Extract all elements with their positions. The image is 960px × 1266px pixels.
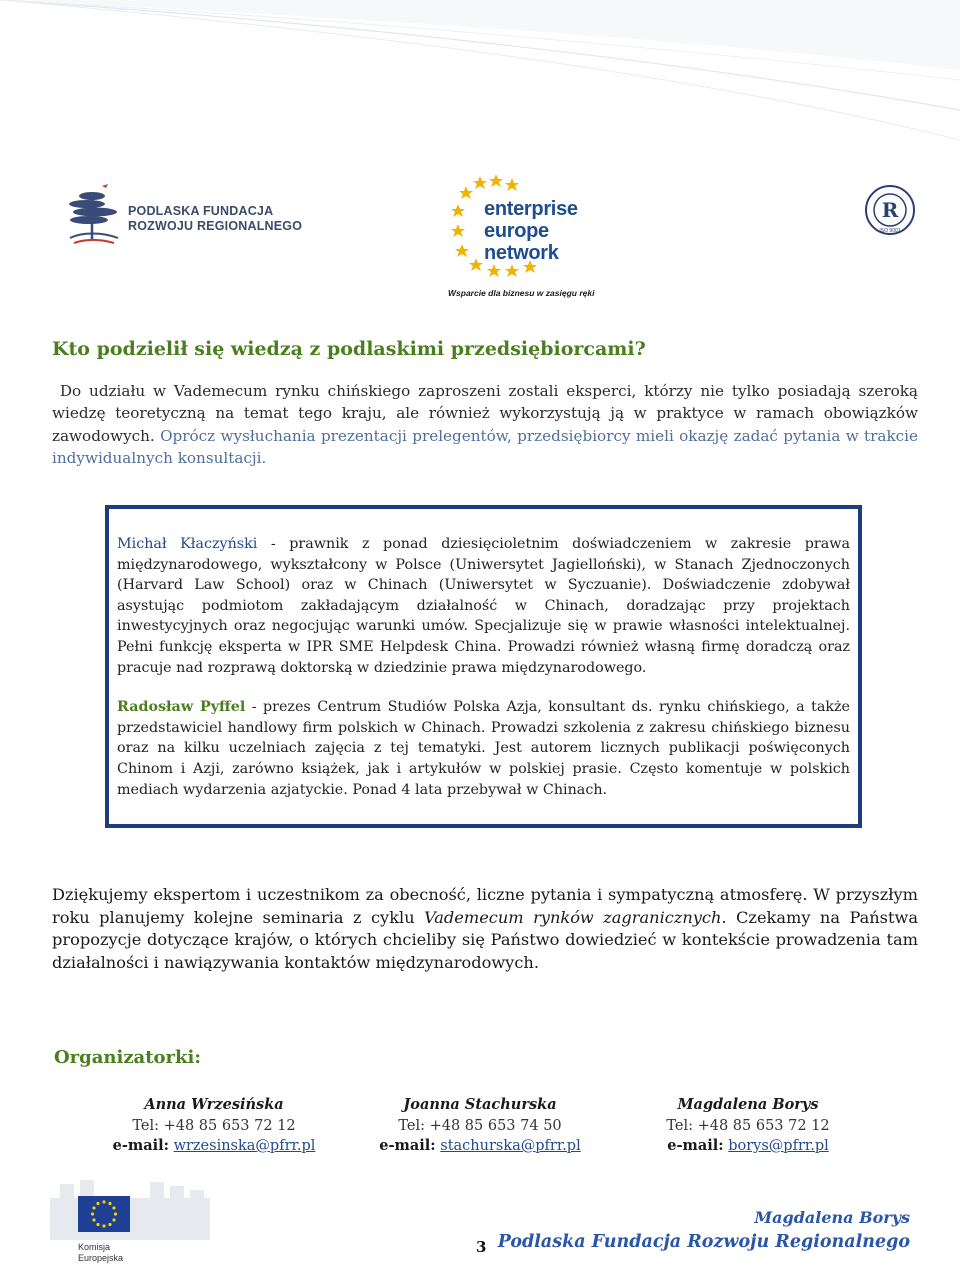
organizer-email-row <box>94 1136 334 1157</box>
email-label: e-mail: <box>112 1137 169 1154</box>
organizer-email-link[interactable]: borys@pfrr.pl <box>728 1138 829 1154</box>
organizer-email-row <box>360 1136 600 1157</box>
organizer-phone: Tel: +48 85 653 72 12 <box>132 1117 296 1134</box>
pfrr-logo-line2: ROZWOJU REGIONALNEGO <box>128 219 303 233</box>
european-commission-logo <box>50 1176 210 1266</box>
expert-entry <box>117 534 850 678</box>
organizer-name: Anna Wrzesińska <box>144 1096 284 1113</box>
thanks-text-start: Dziękujemy ekspertom i uczestnikom za obecność, liczne pytania i sympatyczną atmosferę. W przyszłym roku planujemy kolejne seminaria z cyklu <box>52 885 918 927</box>
een-logo <box>440 172 600 302</box>
eu-logo-line2: Europejska <box>78 1253 124 1263</box>
expert-name: Michał Kłaczyński <box>117 536 258 552</box>
seminar-series-name: Vademecum rynków zagranicznych <box>424 907 722 927</box>
een-logo-word-enterprise: enterprise <box>484 198 578 220</box>
organizer-name: Magdalena Borys <box>677 1096 819 1113</box>
footer-organization: Podlaska Fundacja Rozwoju Regionalnego <box>497 1232 910 1252</box>
thanks-paragraph <box>52 884 918 975</box>
experts-box <box>105 505 862 828</box>
organizer-email-link[interactable]: stachurska@pfrr.pl <box>440 1138 581 1154</box>
intro-part1: Do udziału w Vademecum rynku chińskiego zaproszeni zostali eksperci, którzy nie tylko posiadają szeroką wiedzę teoretyczną na temat tego kraju, ale również wykorzystują ją w praktyce w ramach obowiązków zawodowych. <box>52 382 918 445</box>
intro-part2: Oprócz wysłuchania prezentacji prelegentów, przedsiębiorcy mieli okazję zadać pytania w trakcie indywidualnych konsultacji. <box>52 426 919 467</box>
organizer-contact <box>360 1095 600 1157</box>
quality-seal-letter: R <box>881 198 899 222</box>
pfrr-tree-icon <box>62 182 124 248</box>
expert-entry <box>117 697 850 800</box>
organizer-email-row <box>628 1136 868 1157</box>
email-label: e-mail: <box>379 1137 436 1154</box>
een-logo-word-europe: europe <box>484 220 549 242</box>
thanks-text-end: . Czekamy na Państwa propozycje dotyczące krajów, o których chcieliby się Państwo dowiedzieć w kontekście prowadzenia tam działalności i nawiązywania kontaktów międzynarodowych. <box>52 907 918 973</box>
section-title: Kto podzielił się wiedzą z podlaskimi przedsiębiorcami? <box>52 338 646 360</box>
quality-seal-icon <box>864 184 916 236</box>
een-logo-tagline: Wsparcie dla biznesu w zasięgu ręki <box>448 288 595 298</box>
page-number: 3 <box>476 1238 487 1256</box>
pfrr-logo-line1: PODLASKA FUNDACJA <box>128 204 274 218</box>
quality-seal-ring-text: ISO 9001 <box>879 228 901 234</box>
intro-paragraph <box>52 380 918 469</box>
eu-building-icon <box>50 1176 210 1240</box>
organizers-title: Organizatorki: <box>54 1047 201 1068</box>
organizer-phone: Tel: +48 85 653 74 50 <box>398 1117 562 1134</box>
expert-name: Radosław Pyffel <box>117 699 246 716</box>
header-decoration <box>0 0 960 160</box>
pfrr-logo <box>62 182 312 252</box>
organizer-name: Joanna Stachurska <box>403 1096 557 1113</box>
een-logo-word-network: network <box>484 242 559 264</box>
organizer-email-link[interactable]: wrzesinska@pfrr.pl <box>173 1138 316 1154</box>
organizer-contact <box>628 1095 868 1157</box>
organizer-phone: Tel: +48 85 653 72 12 <box>666 1117 830 1134</box>
organizer-contact <box>94 1095 334 1157</box>
expert-description: - prawnik z ponad dziesięcioletnim doświadczeniem w zakresie prawa międzynarodowego, wykształcony w Polsce (Uniwersytet Jagielloński), w Stanach Zjednoczonych (Harvard Law School) oraz w Chinach (Uniwersytet w Syczuanie). Doświadczenie zdobywał asystując podmiotom zakładającym działalność w Chinach, doradzając przy projektach inwestycyjnych oraz negocjując warunki umów. Specjalizuje się w prawie własności intelektualnej. Pełni funkcję eksperta w IPR SME Helpdesk China. Prowadzi również własną firmę doradczą oraz pracuje nad rozprawą doktorską w dziedzinie prawa międzynarodowego. <box>117 536 850 676</box>
expert-description: - prezes Centrum Studiów Polska Azja, konsultant ds. rynku chińskiego, a także przedstawiciel handlowy firm polskich w Chinach. Prowadzi szkolenia z zakresu chińskiego biznesu oraz na kilku uczelniach zajęcia z tej tematyki. Jest autorem licznych publikacji poświęconych Chinom i Azji, zarówno książek, jak i artykułów w polskiej prasie. Często komentuje w polskich mediach wydarzenia azjatyckie. Ponad 4 lata przebywał w Chinach. <box>117 699 850 798</box>
footer-author: Magdalena Borys <box>754 1208 910 1227</box>
eu-logo-line1: Komisja <box>78 1242 111 1252</box>
email-label: e-mail: <box>667 1137 724 1154</box>
